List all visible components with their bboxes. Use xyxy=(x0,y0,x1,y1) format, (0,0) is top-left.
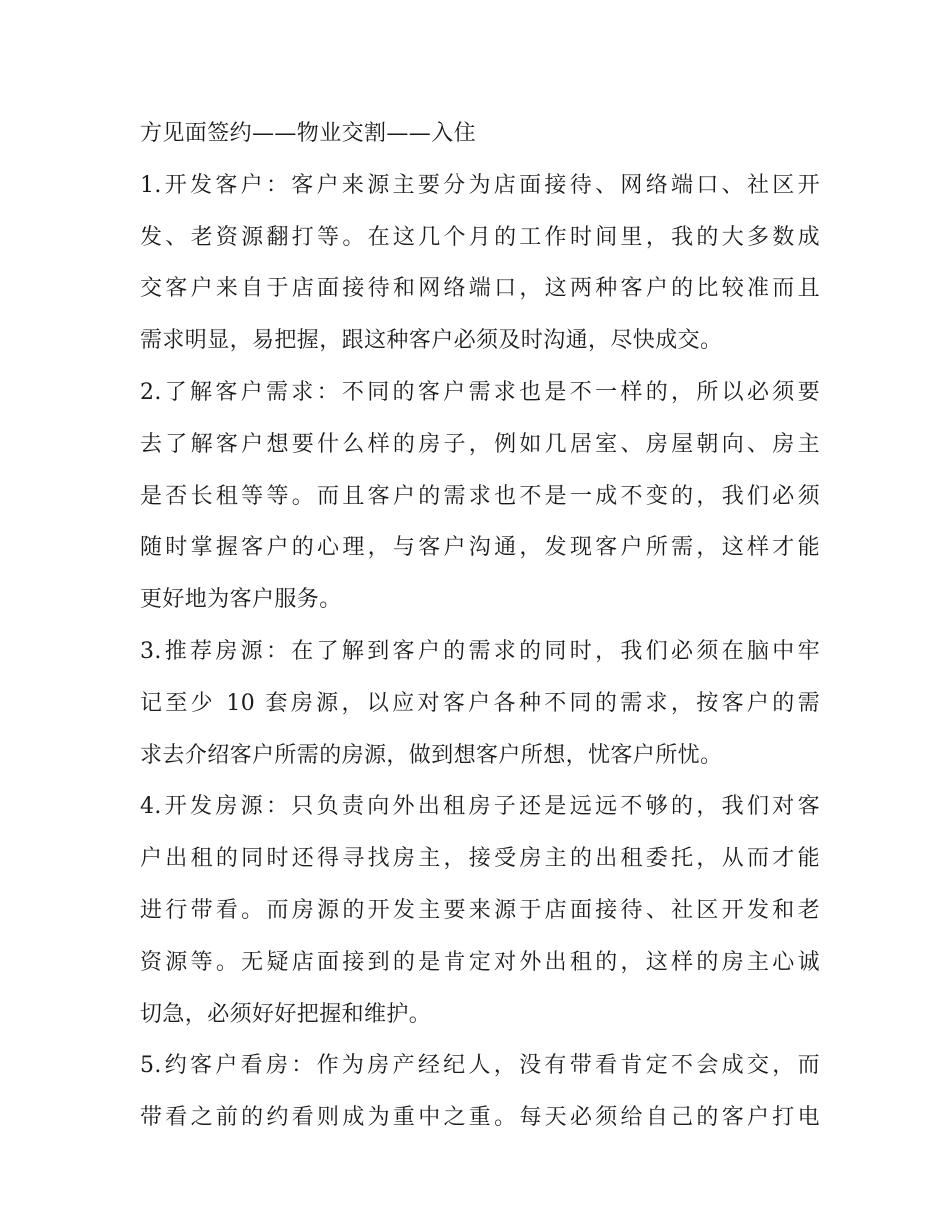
paragraph-line: 随时掌握客户的心理，与客户沟通，发现客户所需，这样才能 xyxy=(140,535,820,561)
intro-line: 方见面签约——物业交割——入住 xyxy=(140,121,477,146)
paragraph-line: 5.约客户看房：作为房产经纪人，没有带看肯定不会成交，而 xyxy=(140,1053,820,1079)
section-schedule-viewings xyxy=(140,1040,820,1144)
paragraph-line: 需求明显，易把握，跟这种客户必须及时沟通，尽快成交。 xyxy=(140,328,723,354)
paragraph-line: 2.了解客户需求：不同的客户需求也是不一样的，所以必须要 xyxy=(140,379,820,405)
paragraph-line: 资源等。无疑店面接到的是肯定对外出租的，这样的房主心诚 xyxy=(140,949,820,975)
document-body xyxy=(140,108,820,1144)
paragraph-line: 3.推荐房源：在了解到客户的需求的同时，我们必须在脑中牢 xyxy=(140,638,820,664)
section-develop-clients xyxy=(140,160,820,367)
paragraph-line: 带看之前的约看则成为重中之重。每天必须给自己的客户打电 xyxy=(140,1105,820,1131)
paragraph-line: 1.开发客户：客户来源主要分为店面接待、网络端口、社区开 xyxy=(140,172,820,198)
paragraph-line: 切急，必须好好把握和维护。 xyxy=(140,1001,432,1027)
paragraph-line: 4.开发房源：只负责向外出租房子还是远远不够的，我们对客 xyxy=(140,794,820,820)
paragraph-line: 户出租的同时还得寻找房主，接受房主的出租委托，从而才能 xyxy=(140,846,820,872)
paragraph-line: 记至少 10 套房源，以应对客户各种不同的需求，按客户的需 xyxy=(140,690,820,716)
paragraph-line: 进行带看。而房源的开发主要来源于店面接待、社区开发和老 xyxy=(140,897,820,923)
paragraph-line: 求去介绍客户所需的房源，做到想客户所想，忧客户所忧。 xyxy=(140,742,723,768)
paragraph-line: 去了解客户想要什么样的房子，例如几居室、房屋朝向、房主 xyxy=(140,431,820,457)
paragraph-line: 是否长租等等。而且客户的需求也不是一成不变的，我们必须 xyxy=(140,483,820,509)
paragraph-line: 发、老资源翻打等。在这几个月的工作时间里，我的大多数成 xyxy=(140,224,820,250)
section-recommend-listings xyxy=(140,626,820,781)
section-client-needs xyxy=(140,367,820,626)
section-develop-listings xyxy=(140,781,820,1040)
paragraph-line: 更好地为客户服务。 xyxy=(140,587,342,613)
paragraph-line: 交客户来自于店面接待和网络端口，这两种客户的比较准而且 xyxy=(140,276,820,302)
